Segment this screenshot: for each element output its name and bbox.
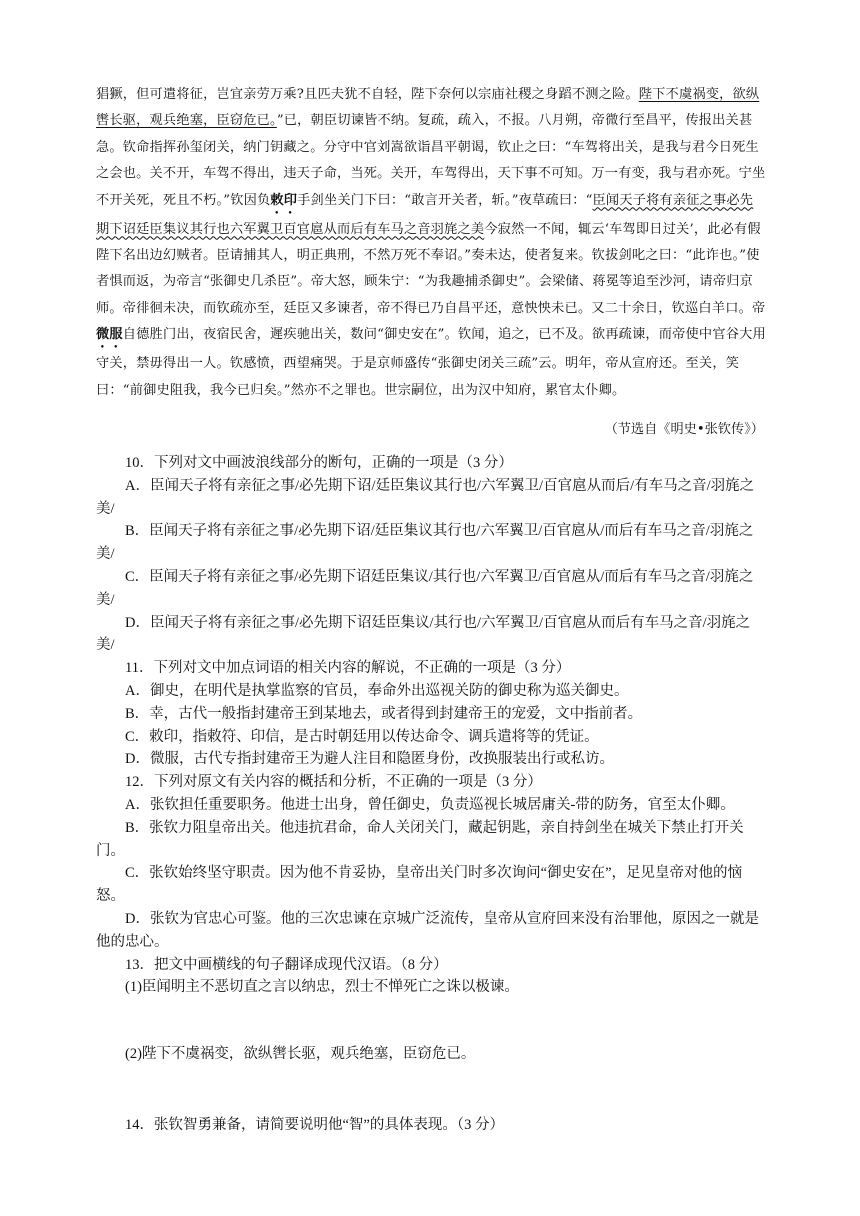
question-12: 12．下列对原文有关内容的概括和分析，不正确的一项是（3 分）	[125, 774, 542, 791]
question-12-option-c: C．张钦始终坚守职责。因为他不肯妥协，皇帝出关门时多次询问“御史安在”，足见皇帝对他的恼怒。	[96, 865, 743, 905]
question-11-option-a: A．御史，在明代是执掌监察的官员，奉命外出巡视关防的御史称为巡关御史。	[125, 682, 629, 699]
question-10-option-d: D．臣闻天子将有亲征之事/必先期下诏廷臣集议/其行也/六军翼卫/百官扈从而后有车马之音/羽旄之美/	[96, 614, 751, 654]
question-13-part-2: (2)陛下不虞祸变，欲纵辔长驱，观兵绝塞，臣窃危已。	[125, 1046, 476, 1063]
passage-p3: 手剑坐关门下曰：“敢言开关者，斩。”夜草疏曰：“	[297, 192, 593, 208]
question-12-option-a: A．张钦担任重要职务。他进士出身，曾任御史，负责巡视长城居庸关-带的防务，官至太仆卿。	[125, 796, 735, 813]
question-10-option-c: C．臣闻天子将有亲征之事/必先期下诏廷臣集议/其行也/六军翼卫/百官扈从/而后有车马之音/羽旄之美/	[96, 568, 754, 608]
question-12-option-b: B．张钦力阻皇帝出关。他违抗君命，命人关闭关门，藏起钥匙，亲自持剑坐在城关下禁止打开关门。	[96, 819, 744, 859]
answer-space-13-2	[96, 1066, 766, 1114]
passage-p1: 猖獗，但可遣将征，岂宜亲劳万乘?且匹夫犹不自轻，陛下奈何以宗庙社稷之身蹈不测之险。	[96, 87, 639, 102]
question-11: 11．下列对文中加点词语的相关内容的解说，不正确的一项是（3 分）	[125, 660, 571, 677]
passage-text	[96, 82, 766, 404]
question-13-part-1: (1)臣闻明主不恶切直之言以纳忠，烈士不惮死亡之诛以极谏。	[125, 979, 519, 996]
question-13: 13．把文中画横线的句子翻译成现代汉语。（8 分）	[125, 956, 448, 973]
question-11-option-c: C．敕印，指敕符、印信，是古时朝廷用以传达命令、调兵遣将等的凭证。	[125, 728, 599, 745]
question-10-option-a: A．臣闻天子将有亲征之事/必先期下诏/廷臣集议其行也/六军翼卫/百官扈从而后/有车马之音/羽旄之美/	[96, 477, 755, 517]
question-10-option-b: B．臣闻天子将有亲征之事/必先期下诏/廷臣集议其行也/六军翼卫/百官扈从/而后有车马之音/羽旄之美/	[96, 523, 754, 563]
wavy-underlined-sentence: 臣闻天子将有亲征之事必先期下诏廷臣集议其行也六军翼卫百官扈从而后有车马之音羽旄之美	[96, 192, 754, 237]
passage-p4: 今寂然一不闻，辄云‘车驾即日过关’，此必有假陛下名出边幻贼者。臣请捕其人，明正典刑，不然万死不奉诏。”奏未达，使者复来。钦拔剑叱之曰：“此诈也。”使者惧而返，为帝言“张御史几杀臣”。帝大怒，顾朱宁：“为我趣捕杀御史”。会梁储、蒋冕等追至沙河，请帝归京师。帝徘徊未决，而钦疏亦至，廷臣又多谏者，帝不得已乃自昌平还，意怏怏未已。又二十余日，钦巡白羊口。帝	[96, 221, 766, 316]
question-12-option-d: D．张钦为官忠心可鉴。他的三次忠谏在京城广泛流传，皇帝从宣府回来没有治罪他，原因之一就是他的忠心。	[96, 910, 759, 950]
passage-p5: 自德胜门出，夜宿民舍，遲疾驰出关，数问“御史安在”。钦闻，追之，已不及。欲再疏谏，而帝使中官谷大用守关，禁毋得出一人。钦感愤，西望痛哭。于是京师盛传“张御史闭关三疏”云。明年，帝从宣府还。至关，笑曰：“前御史阻我，我今已归矣。”然亦不之罪也。世宗嗣位，出为汉中知府，累官太仆卿。	[96, 327, 766, 398]
passage-p2: ”已，朝臣切谏皆不纳。复疏，疏入，不报。八月朔，帝微行至昌平，传报出关甚急。钦命指挥孙玺闭关，纳门钥藏之。分守中官刘嵩欲诣昌平朝谒，钦止之曰：“车驾将出关，是我与君今日死生之会也。关不开，车驾不得出，违天子命，当死。关开，车驾得出，天下事不可知。万一有变，我与君亦死。宁坐不开关死，死且不朽。”钦因负	[96, 113, 766, 208]
question-11-option-d: D．微服，古代专指封建帝王为避人注目和隐匿身份，改换服装出行或私访。	[125, 751, 614, 768]
question-10: 10．下列对文中画波浪线部分的断句，正确的一项是（3 分）	[125, 455, 513, 471]
dotted-word-weifu: 微服	[96, 327, 123, 343]
underlined-sentence: 陛下不虞祸变，欲纵辔长驱，观兵绝塞，臣窃危已。	[96, 87, 760, 129]
answer-space-13-1	[96, 999, 766, 1043]
question-11-option-b: B．幸，古代一般指封建帝王到某地去，或者得到封建帝王的宠爱，文中指前者。	[125, 705, 643, 722]
dotted-word-chiyin: 敕印	[270, 192, 298, 208]
source-citation: （节选自《明史•张钦传》）	[604, 422, 764, 437]
questions-section	[96, 452, 766, 1137]
question-14: 14．张钦智勇兼备，请简要说明他“智”的具体表现。（3 分）	[125, 1116, 504, 1133]
